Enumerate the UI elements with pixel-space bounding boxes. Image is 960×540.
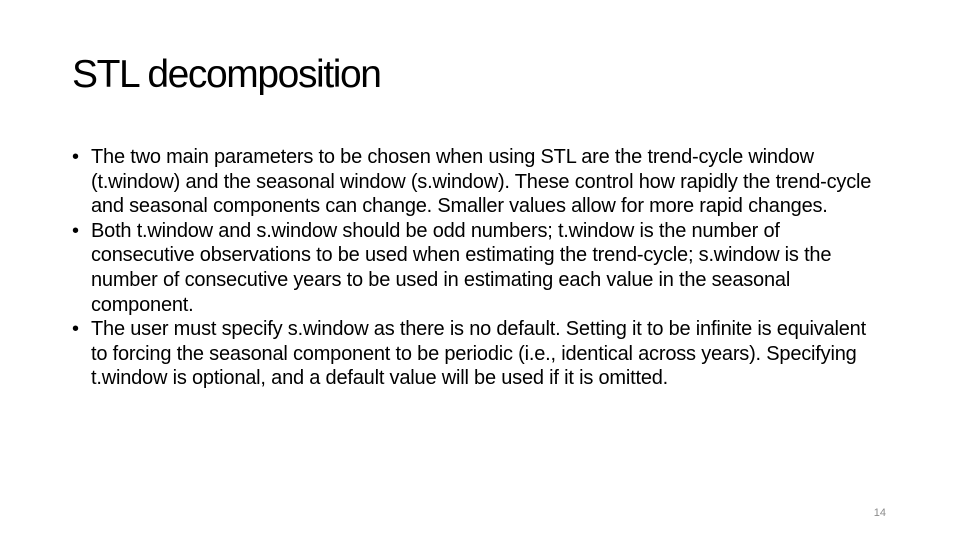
- bullet-dot-icon: •: [72, 318, 79, 341]
- bullet-item: [72, 145, 882, 219]
- page-number: 14: [873, 507, 886, 519]
- bullet-item: [72, 219, 882, 317]
- bullet-text: The user must specify s.window as there is no default. Setting it to be infinite is equivalent to forcing the seasonal component to be periodic (i.e., identical across years). Specifying t.window is optional, and a default value will be used if it is omitted.: [91, 318, 866, 390]
- slide-title: STL decomposition: [72, 53, 381, 96]
- bullet-text: Both t.window and s.window should be odd numbers; t.window is the number of consecutive observations to be used when estimating the trend-cycle; s.window is the number of consecutive years to be used in estimating each value in the seasonal component.: [91, 219, 832, 316]
- bullet-list: [72, 145, 882, 391]
- bullet-item: [72, 317, 882, 391]
- bullet-dot-icon: •: [72, 219, 79, 242]
- bullet-text: The two main parameters to be chosen when using STL are the trend-cycle window (t.window) and the seasonal window (s.window). These control how rapidly the trend-cycle and seasonal components can change. Smaller values allow for more rapid changes.: [91, 146, 872, 218]
- bullet-dot-icon: •: [72, 146, 79, 168]
